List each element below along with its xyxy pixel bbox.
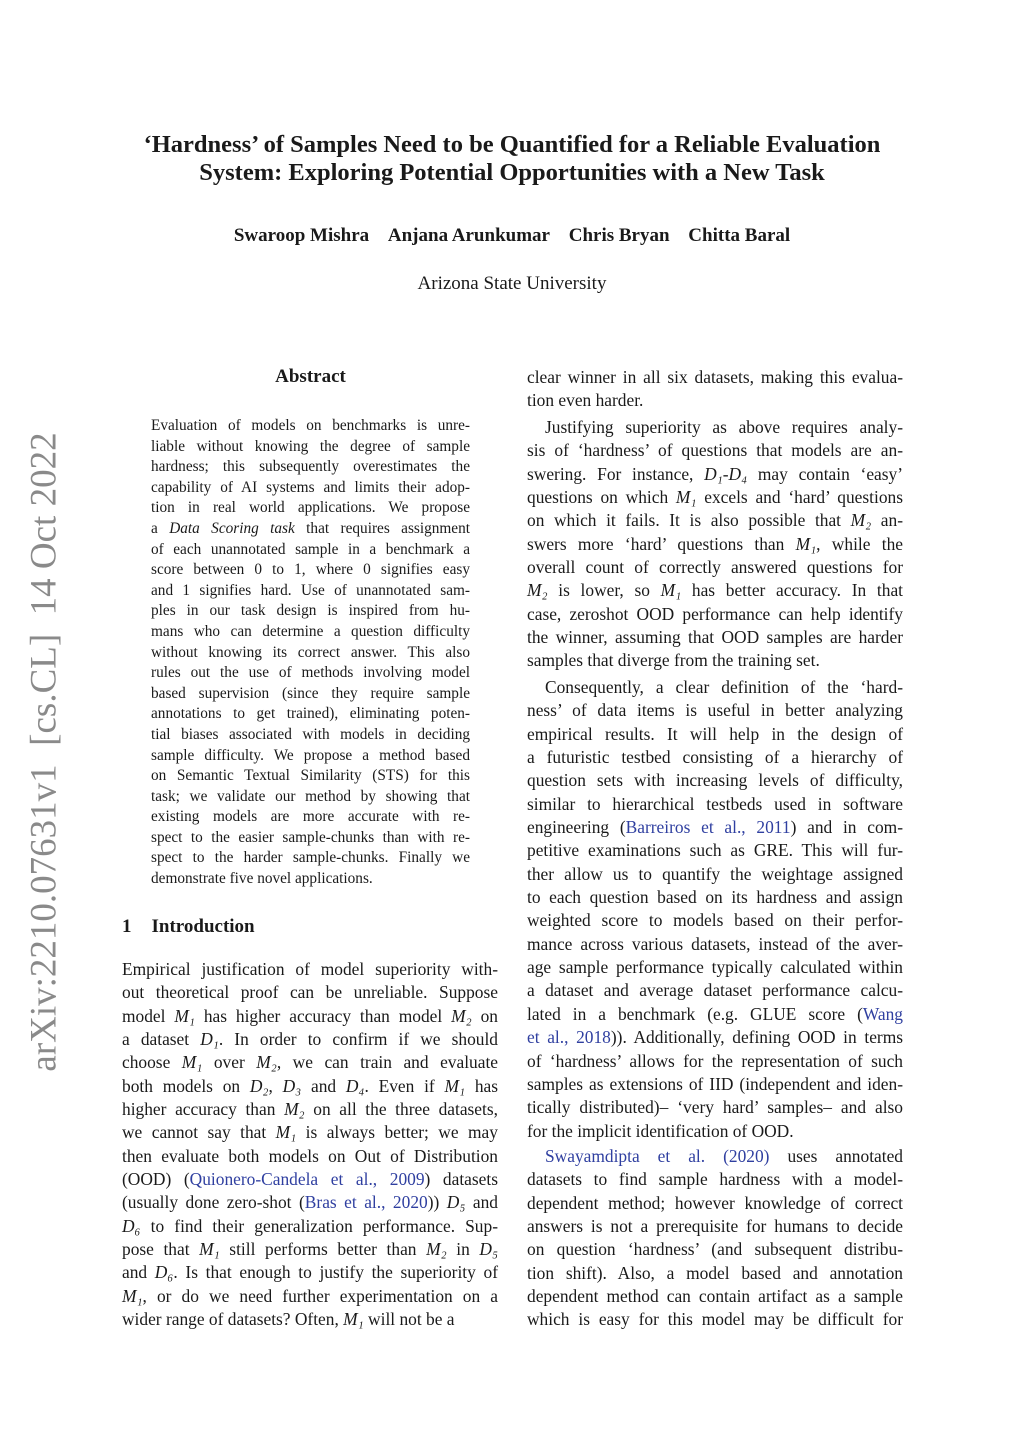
text-line xyxy=(122,1005,498,1028)
text-line xyxy=(527,793,903,816)
text-line xyxy=(527,676,903,699)
math-symbol: D₆ xyxy=(122,1215,141,1236)
text-segment: weighted score to models based on their perfor- xyxy=(527,910,903,931)
text-segment: tial biases associated with models in deciding xyxy=(151,725,470,743)
text-segment: )) xyxy=(427,1192,447,1213)
text-segment: spect to the easier sample-chunks than with re- xyxy=(151,828,470,846)
text-segment: excels and ‘hard’ questions xyxy=(696,487,903,508)
text-segment: tion in real world applications. We propose xyxy=(151,499,470,517)
text-line xyxy=(151,457,470,478)
text-line xyxy=(122,1191,498,1214)
text-segment: - xyxy=(722,463,729,484)
citation-link[interactable]: Barreiros et al., 2011 xyxy=(625,817,791,838)
text-line xyxy=(151,519,470,540)
text-segment: and xyxy=(301,1075,346,1096)
text-segment: is lower, so xyxy=(547,580,661,601)
text-segment: tically distributed)– ‘very hard’ samples– and also xyxy=(527,1097,903,1118)
text-line xyxy=(151,704,470,725)
text-segment: question sets with increasing levels of difficulty, xyxy=(527,770,903,791)
text-segment: to find their generalization performance. Sup- xyxy=(140,1215,498,1236)
title-line: ‘Hardness’ of Samples Need to be Quantified for a Reliable Evaluation xyxy=(143,131,881,158)
title-line: System: Exploring Potential Opportunities with a New Task xyxy=(199,159,825,186)
text-segment: a futuristic testbed consisting of a hierarchy of xyxy=(527,747,903,768)
text-line xyxy=(122,1145,498,1168)
paragraph-consequently xyxy=(527,676,903,1143)
text-line xyxy=(122,1121,498,1144)
text-line xyxy=(527,439,903,462)
text-line xyxy=(122,1308,498,1331)
author: Anjana Arunkumar xyxy=(387,225,550,246)
text-line xyxy=(151,643,470,664)
text-line xyxy=(527,366,903,389)
text-segment: a xyxy=(151,519,170,537)
paragraph-continued xyxy=(527,366,903,413)
text-segment: existing models are more accurate with re- xyxy=(151,808,470,826)
text-segment: may contain ‘easy’ xyxy=(747,463,904,484)
section-title: Introduction xyxy=(151,916,255,937)
text-segment: of each unannotated sample in a benchmark a xyxy=(151,540,470,558)
author-list xyxy=(100,225,924,247)
text-line xyxy=(151,848,470,869)
text-line xyxy=(527,389,903,412)
text-segment: ) datasets xyxy=(424,1169,498,1190)
text-line xyxy=(527,1238,903,1261)
text-line xyxy=(527,909,903,932)
text-line xyxy=(151,663,470,684)
text-line xyxy=(527,509,903,532)
math-symbol: M₁ xyxy=(181,1052,203,1073)
text-line xyxy=(527,1168,903,1191)
text-line xyxy=(151,498,470,519)
math-symbol: M₂ xyxy=(426,1239,447,1260)
text-line xyxy=(527,723,903,746)
text-segment: annotations to get trained), eliminating poten- xyxy=(151,705,470,723)
affiliation: Arizona State University xyxy=(417,273,607,294)
text-line xyxy=(151,478,470,499)
text-segment: out theoretical proof can be unreliable. Suppose xyxy=(122,982,498,1003)
text-line xyxy=(527,1215,903,1238)
text-line xyxy=(527,1120,903,1143)
math-symbol: M₂ xyxy=(527,580,548,601)
math-symbol: D₄ xyxy=(345,1075,365,1096)
text-line xyxy=(527,933,903,956)
text-line xyxy=(527,979,903,1002)
text-line xyxy=(527,1308,903,1331)
text-segment: has better accuracy. In that xyxy=(681,580,903,601)
text-segment: and xyxy=(122,1262,155,1283)
author: Chris Bryan xyxy=(568,225,670,246)
text-line xyxy=(151,581,470,602)
author: Chitta Baral xyxy=(688,225,791,246)
citation-link[interactable]: et al., 2018 xyxy=(527,1027,611,1048)
paragraph-justifying xyxy=(527,416,903,673)
text-line xyxy=(151,725,470,746)
text-segment: liable without knowing the degree of sample xyxy=(151,437,470,455)
text-line xyxy=(151,787,470,808)
text-segment: , xyxy=(268,1075,283,1096)
math-symbol: D₃ xyxy=(282,1075,302,1096)
text-segment: tion even harder. xyxy=(527,390,644,411)
abstract-body xyxy=(151,416,470,890)
math-symbol: D₂ xyxy=(249,1075,269,1096)
paragraph-swayamdipta xyxy=(527,1145,903,1332)
text-segment: choose xyxy=(122,1052,182,1073)
math-symbol: D₆ xyxy=(154,1262,174,1283)
text-segment: mance across various datasets, instead of the aver- xyxy=(527,933,903,954)
text-segment: is always better; we may xyxy=(296,1122,498,1143)
math-symbol: D₅ xyxy=(479,1239,498,1260)
text-segment: clear winner in all six datasets, making this evalua- xyxy=(527,367,903,387)
text-segment: both models on xyxy=(122,1075,250,1096)
text-line xyxy=(151,560,470,581)
text-line xyxy=(527,579,903,602)
text-line xyxy=(527,1096,903,1119)
math-symbol: M₁ xyxy=(444,1075,466,1096)
intro-paragraph xyxy=(122,958,498,1332)
text-segment: age sample performance typically calculated within xyxy=(527,957,903,978)
text-line xyxy=(527,769,903,792)
text-line xyxy=(122,1051,498,1074)
text-segment: a dataset xyxy=(122,1029,201,1050)
text-segment: still performs better than xyxy=(219,1239,427,1260)
text-segment: mans who can determine a question difficulty xyxy=(151,622,470,640)
text-line xyxy=(151,869,470,890)
text-line xyxy=(527,486,903,509)
text-line xyxy=(151,746,470,767)
text-segment: wider range of datasets? Often, xyxy=(122,1309,344,1330)
math-symbol: D₄ xyxy=(728,463,748,484)
text-line xyxy=(122,1261,498,1284)
abstract-heading: Abstract xyxy=(275,366,346,387)
text-segment: tion shift). Also, a model based and annotation xyxy=(527,1262,903,1283)
author: Swaroop Mishra xyxy=(233,225,370,246)
text-segment: swers more ‘hard’ questions than xyxy=(527,533,796,554)
text-segment: Evaluation of models on benchmarks is unre- xyxy=(151,417,470,434)
text-line xyxy=(151,437,470,458)
text-segment: of ‘hardness’ allows for the representation of such xyxy=(527,1050,903,1071)
text-segment: on xyxy=(471,1005,498,1026)
text-segment: )). Additionally, defining OOD in terms xyxy=(610,1027,903,1048)
citation-link[interactable]: Bras et al., 2020 xyxy=(304,1192,428,1213)
text-segment: has higher accuracy than model xyxy=(194,1005,452,1026)
citation-link[interactable]: Swayamdipta et al. (2020) xyxy=(545,1146,770,1166)
math-symbol: M₁ xyxy=(675,487,697,508)
math-symbol: M₁ xyxy=(660,580,682,601)
section-heading xyxy=(122,916,255,938)
text-segment: ples in our task design is inspired from hu- xyxy=(151,602,470,620)
text-segment: answers is not a prerequisite for humans to decide xyxy=(527,1216,903,1237)
math-symbol: M₁ xyxy=(122,1285,143,1306)
text-line xyxy=(527,649,903,672)
text-line xyxy=(122,1098,498,1121)
text-segment: (usually done zero-shot ( xyxy=(122,1192,305,1213)
text-segment: we cannot say that xyxy=(122,1122,276,1143)
math-symbol: M₂ xyxy=(850,510,872,531)
text-line xyxy=(527,886,903,909)
text-segment: . Is that enough to justify the superiority of xyxy=(173,1262,498,1283)
text-segment: . In order to confirm if we should xyxy=(218,1029,498,1050)
paper-title xyxy=(100,131,924,187)
text-segment: and 1 signifies hard. Use of unannotated sam- xyxy=(151,581,470,599)
text-line xyxy=(527,1003,903,1026)
text-segment: overall count of correctly answered questions for xyxy=(527,557,903,578)
text-segment: on which it fails. It is also possible that xyxy=(527,510,851,531)
text-segment: swering. For instance, xyxy=(527,463,705,484)
text-line xyxy=(527,1050,903,1073)
text-segment: the winner, assuming that OOD samples are harder xyxy=(527,627,903,648)
text-line xyxy=(527,1026,903,1049)
text-segment: hardness; this subsequently overestimates the xyxy=(151,458,470,476)
math-symbol: M₁ xyxy=(174,1005,195,1026)
math-symbol: D₅ xyxy=(446,1192,466,1213)
text-segment: task; we validate our method by showing that xyxy=(151,787,470,805)
text-line xyxy=(122,1238,498,1261)
text-segment: petitive examinations such as GRE. This will fur- xyxy=(527,840,903,861)
text-line xyxy=(527,1073,903,1096)
text-line xyxy=(527,699,903,722)
text-segment: to each question based on its hardness and assign xyxy=(527,887,903,908)
text-line xyxy=(151,766,470,787)
text-line xyxy=(151,540,470,561)
text-segment: lated in a benchmark (e.g. GLUE score ( xyxy=(527,1003,863,1024)
text-segment: ther allow us to quantify the weightage assigned xyxy=(527,863,903,884)
text-segment: similar to hierarchical testbeds used in software xyxy=(527,793,903,814)
text-segment: in xyxy=(446,1239,480,1260)
text-segment: Consequently, a clear definition of the ‘hard- xyxy=(545,677,903,697)
text-segment: Justifying superiority as above requires analy- xyxy=(545,417,903,437)
text-segment: engineering ( xyxy=(527,817,626,838)
text-segment: . Even if xyxy=(364,1075,445,1096)
text-line xyxy=(122,1285,498,1308)
text-segment: ness’ of data items is useful in better analyzing xyxy=(527,700,903,721)
math-symbol: D₁ xyxy=(704,463,723,484)
text-line xyxy=(527,626,903,649)
text-line xyxy=(151,416,470,437)
text-line xyxy=(527,1192,903,1215)
text-segment: uses annotated xyxy=(769,1146,903,1166)
text-segment: and xyxy=(465,1192,499,1213)
text-segment: Empirical justification of model superiority with- xyxy=(122,959,498,979)
math-symbol: D₁ xyxy=(200,1029,219,1050)
math-symbol: M₂ xyxy=(451,1005,472,1026)
text-segment: ) and in com- xyxy=(790,817,903,838)
text-segment: has xyxy=(465,1075,498,1096)
math-symbol: M₁ xyxy=(343,1309,364,1330)
section-number: 1 xyxy=(122,916,132,937)
text-segment: sample difficulty. We propose a method based xyxy=(151,746,470,764)
text-line xyxy=(122,1075,498,1098)
text-segment: score between 0 to 1, where 0 signifies easy xyxy=(151,561,470,579)
text-line xyxy=(527,1285,903,1308)
text-segment: model xyxy=(122,1005,175,1026)
text-segment: demonstrate five novel applications. xyxy=(151,870,373,888)
text-segment: over xyxy=(202,1052,257,1073)
text-line xyxy=(527,463,903,486)
text-line xyxy=(527,556,903,579)
citation-link[interactable]: Quionero-Candela et al., 2009 xyxy=(189,1169,425,1190)
text-line xyxy=(151,807,470,828)
math-symbol: M₁ xyxy=(199,1239,220,1260)
text-line xyxy=(527,1262,903,1285)
text-segment: on all the three datasets, xyxy=(304,1099,498,1120)
text-segment: without knowing its correct answer. This also xyxy=(151,643,470,661)
text-line xyxy=(122,1028,498,1051)
text-segment: case, zeroshot OOD performance can help identify xyxy=(527,603,903,624)
math-symbol: M₂ xyxy=(284,1099,305,1120)
text-line xyxy=(151,828,470,849)
text-line xyxy=(527,533,903,556)
text-segment: spect to the harder sample-chunks. Finally we xyxy=(151,849,470,867)
text-line xyxy=(527,956,903,979)
math-symbol: M₂ xyxy=(256,1052,277,1073)
text-segment: sis of ‘hardness’ of questions that models are an- xyxy=(527,440,903,461)
text-segment: capability of AI systems and limits their adop- xyxy=(151,478,470,496)
text-line xyxy=(151,622,470,643)
text-segment: , or do we need further experimentation on a xyxy=(142,1285,498,1306)
text-segment: , we can train and evaluate xyxy=(276,1052,498,1073)
text-segment: a dataset and average dataset performance calcu- xyxy=(527,980,903,1001)
text-line xyxy=(527,816,903,839)
text-segment: pose that xyxy=(122,1239,200,1260)
text-segment: , while the xyxy=(816,533,903,554)
text-line xyxy=(527,746,903,769)
math-symbol: M₁ xyxy=(795,533,817,554)
math-symbol: M₁ xyxy=(275,1122,297,1143)
text-segment: for the implicit identification of OOD. xyxy=(527,1120,794,1141)
text-line xyxy=(527,863,903,886)
italic-text: Data Scoring task xyxy=(169,519,295,537)
text-segment: dependent method; however knowledge of correct xyxy=(527,1192,903,1213)
text-line xyxy=(527,603,903,626)
text-segment: (OOD) ( xyxy=(122,1169,190,1190)
text-line xyxy=(527,1145,903,1168)
text-segment: samples that diverge from the training set. xyxy=(527,650,820,671)
text-line xyxy=(122,1215,498,1238)
text-segment: on Semantic Textual Similarity (STS) for this xyxy=(151,767,470,785)
citation-link[interactable]: Wang xyxy=(862,1003,903,1024)
text-segment: questions on which xyxy=(527,487,676,508)
arxiv-identifier: arXiv:2210.07631v1 [cs.CL] 14 Oct 2022 xyxy=(23,432,65,1072)
text-line xyxy=(527,416,903,439)
text-segment: which is easy for this model may be difficult for xyxy=(527,1309,903,1330)
text-segment: that requires assignment xyxy=(294,519,470,537)
text-line xyxy=(151,684,470,705)
text-segment: dependent method can contain artifact as a sample xyxy=(527,1286,903,1307)
text-line xyxy=(151,601,470,622)
text-segment: will not be a xyxy=(363,1309,455,1330)
text-segment: datasets to find sample hardness with a model- xyxy=(527,1169,903,1190)
text-segment: an- xyxy=(871,510,903,531)
text-segment: samples as extensions of IID (independent and iden- xyxy=(527,1073,903,1094)
text-segment: empirical results. It will help in the design of xyxy=(527,723,903,744)
text-line xyxy=(122,958,498,981)
text-line xyxy=(527,839,903,862)
text-segment: higher accuracy than xyxy=(122,1099,285,1120)
text-segment: then evaluate both models on Out of Distribution xyxy=(122,1145,498,1166)
text-segment: based supervision (since they require sample xyxy=(151,684,470,702)
text-line xyxy=(122,981,498,1004)
text-segment: rules out the use of methods involving model xyxy=(151,664,470,682)
text-line xyxy=(122,1168,498,1191)
text-segment: on question ‘hardness’ (and subsequent distribu- xyxy=(527,1239,903,1260)
